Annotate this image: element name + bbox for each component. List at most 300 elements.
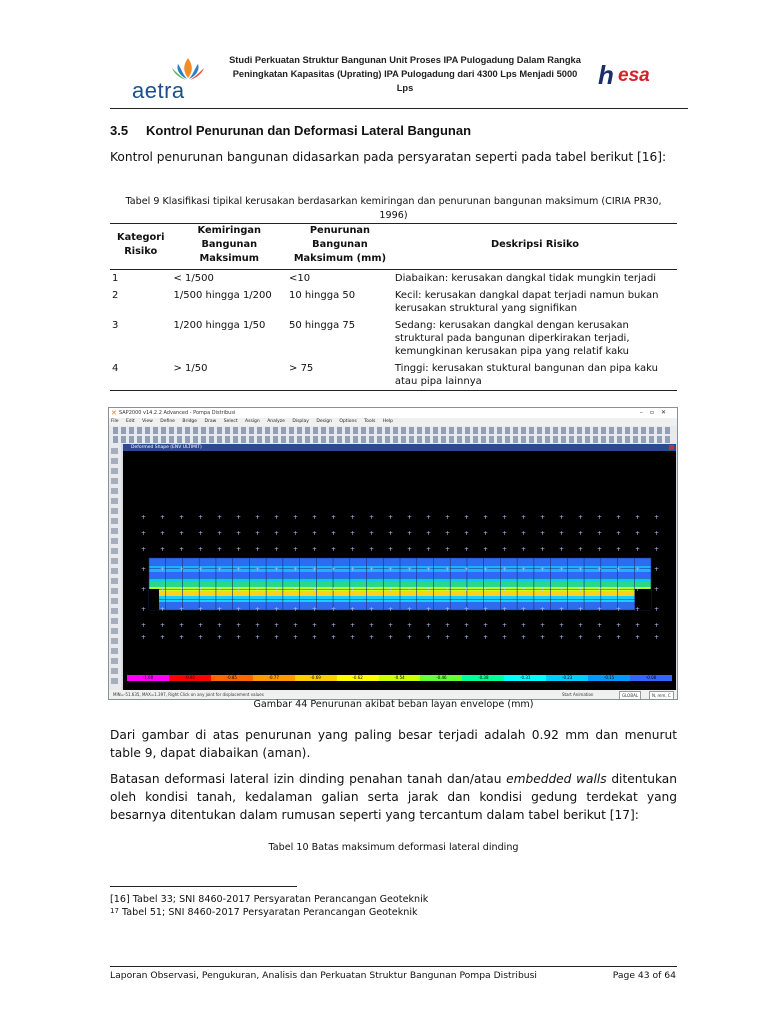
joint-marker: + [578, 586, 584, 593]
toolbar-tool-icon [111, 508, 118, 514]
joint-marker: + [141, 514, 147, 521]
joint-marker: + [217, 566, 223, 573]
column-header: Penurunan Bangunan Maksimum (mm) [287, 224, 393, 270]
legend-swatch: -0.15 [588, 675, 630, 681]
viewport-title [123, 444, 676, 451]
joint-marker: + [540, 622, 546, 629]
joint-marker: + [198, 530, 204, 537]
joint-marker: + [502, 634, 508, 641]
legend-swatch: -0.08 [630, 675, 672, 681]
risk-classification-table [110, 223, 677, 391]
legend-swatch: -0.69 [295, 675, 337, 681]
table-cell: 50 hingga 75 [289, 320, 356, 331]
joint-marker: + [464, 514, 470, 521]
aetra-logo [120, 52, 220, 102]
joint-marker: + [350, 622, 356, 629]
joint-marker: + [236, 566, 242, 573]
joint-marker: + [160, 514, 166, 521]
toolbar-tool-icon [111, 568, 118, 574]
joint-marker: + [635, 634, 641, 641]
table-cell: Kecil: kerusakan dangkal dapat terjadi namun bukan kerusakan struktural yang signifikan [394, 290, 659, 314]
joint-marker: + [331, 514, 337, 521]
toolbar-icons [113, 436, 673, 443]
joint-marker: + [445, 586, 451, 593]
joint-marker: + [312, 566, 318, 573]
joint-marker: + [293, 566, 299, 573]
joint-marker: + [274, 514, 280, 521]
joint-marker: + [236, 586, 242, 593]
joint-marker: + [255, 622, 261, 629]
joint-marker: + [312, 514, 318, 521]
joint-marker: + [426, 566, 432, 573]
joint-marker: + [141, 566, 147, 573]
joint-marker: + [521, 530, 527, 537]
toolbar-tool-icon [111, 548, 118, 554]
sap-menu-bar [109, 418, 677, 426]
joint-marker: + [388, 622, 394, 629]
joint-marker: + [445, 622, 451, 629]
footnote-mark: 17 [110, 907, 119, 915]
joint-marker: + [540, 634, 546, 641]
toolbar-tool-icon [111, 488, 118, 494]
joint-marker: + [369, 514, 375, 521]
joint-marker: + [635, 546, 641, 553]
joint-marker: + [616, 566, 622, 573]
joint-marker: + [407, 546, 413, 553]
joint-marker: + [540, 514, 546, 521]
model-notch [149, 589, 159, 610]
menu-item-display: Display [292, 419, 309, 424]
joint-marker: + [559, 514, 565, 521]
table-cell: 3 [112, 320, 119, 331]
column-header: Kemiringan Bangunan Maksimum [171, 224, 287, 270]
joint-marker: + [559, 622, 565, 629]
joint-marker: + [502, 514, 508, 521]
joint-marker: + [464, 634, 470, 641]
section-number: 3.5 [110, 123, 129, 138]
joint-marker: + [616, 514, 622, 521]
joint-marker: + [597, 606, 603, 613]
table-cell: 1/500 hingga 1/200 [173, 290, 272, 301]
joint-marker: + [217, 546, 223, 553]
table-row [110, 360, 677, 391]
joint-marker: + [331, 606, 337, 613]
joint-marker: + [160, 634, 166, 641]
joint-marker: + [540, 566, 546, 573]
joint-marker: + [369, 606, 375, 613]
joint-marker: + [198, 514, 204, 521]
table-cell: 1 [112, 273, 119, 284]
toolbar-tool-icon [111, 598, 118, 604]
joint-marker: + [578, 606, 584, 613]
joint-marker: + [198, 606, 204, 613]
footer-report-title: Laporan Observasi, Pengukuran, Analisis dan Perkuatan Struktur Bangunan Pompa Distribusi [110, 970, 537, 981]
joint-marker: + [160, 606, 166, 613]
joint-marker: + [464, 622, 470, 629]
joint-marker: + [350, 634, 356, 641]
joint-marker: + [597, 634, 603, 641]
sap-toolbar-1 [109, 426, 677, 435]
joint-marker: + [502, 566, 508, 573]
joint-marker: + [407, 566, 413, 573]
joint-marker: + [217, 622, 223, 629]
joint-marker: + [426, 546, 432, 553]
joint-marker: + [597, 586, 603, 593]
joint-marker: + [407, 586, 413, 593]
joint-marker: + [236, 530, 242, 537]
joint-marker: + [160, 546, 166, 553]
joint-marker: + [369, 586, 375, 593]
menu-item-bridge: Bridge [182, 419, 198, 424]
joint-marker: + [597, 530, 603, 537]
toolbar-tool-icon [111, 528, 118, 534]
joint-marker: + [502, 622, 508, 629]
joint-marker: + [654, 622, 660, 629]
joint-marker: + [312, 530, 318, 537]
joint-marker: + [426, 586, 432, 593]
joint-marker: + [578, 634, 584, 641]
joint-marker: + [597, 546, 603, 553]
aetra-logo-text: aetra [132, 78, 185, 103]
legend-swatch: -0.54 [379, 675, 421, 681]
viewport-close-icon [669, 445, 674, 450]
sap-viewport [123, 444, 676, 690]
joint-marker: + [141, 622, 147, 629]
window-controls-icon: –▫✕ [639, 409, 673, 416]
sap-app-icon: ✕ [111, 409, 117, 417]
joint-marker: + [141, 606, 147, 613]
joint-marker: + [369, 634, 375, 641]
table-cell: Diabaikan: kerusakan dangkal tidak mungkin terjadi [394, 273, 657, 284]
joint-marker: + [179, 514, 185, 521]
joint-marker: + [635, 606, 641, 613]
joint-marker: + [160, 530, 166, 537]
joint-marker: + [312, 606, 318, 613]
joint-marker: + [483, 566, 489, 573]
sap-title-bar [109, 408, 677, 418]
menu-item-tools: Tools [364, 419, 376, 424]
legend-swatch: -0.38 [462, 675, 504, 681]
joint-marker: + [293, 546, 299, 553]
toolbar-tool-icon [111, 638, 118, 644]
joint-marker: + [198, 546, 204, 553]
joint-marker: + [521, 634, 527, 641]
section-heading [110, 123, 471, 138]
joint-marker: + [445, 546, 451, 553]
joint-marker: + [445, 566, 451, 573]
joint-marker: + [559, 606, 565, 613]
joint-marker: + [274, 566, 280, 573]
joint-marker: + [217, 634, 223, 641]
toolbar-tool-icon [111, 588, 118, 594]
units-select: N, mm, C [649, 691, 674, 700]
menu-item-assign: Assign [245, 419, 260, 424]
joint-marker: + [255, 634, 261, 641]
section-title: Kontrol Penurunan dan Deformasi Lateral Bangunan [146, 123, 472, 138]
joint-marker: + [217, 514, 223, 521]
joint-marker: + [350, 546, 356, 553]
joint-marker: + [293, 606, 299, 613]
joint-marker: + [350, 530, 356, 537]
paragraph-text: ditentukan oleh kondisi tanah, kedalaman galian serta jarak dan kondisi gedung terdekat yang besarnya ditentukan dalam rumusan seperti yang tercantum dalam tabel berikut [17]: [110, 772, 677, 822]
joint-marker: + [540, 586, 546, 593]
joint-marker: + [179, 606, 185, 613]
joint-marker: + [597, 514, 603, 521]
joint-marker: + [597, 622, 603, 629]
coord-system-select: GLOBAL [619, 691, 641, 700]
joint-marker: + [654, 566, 660, 573]
joint-marker: + [388, 586, 394, 593]
toolbar-tool-icon [111, 458, 118, 464]
joint-marker: + [141, 530, 147, 537]
joint-marker: + [635, 586, 641, 593]
joint-marker: + [331, 622, 337, 629]
legend-swatch: -0.62 [337, 675, 379, 681]
joint-marker: + [179, 586, 185, 593]
joint-marker: + [274, 634, 280, 641]
start-animation-button: Start Animation [562, 692, 594, 697]
joint-marker: + [464, 586, 470, 593]
footnote-17 [110, 907, 418, 919]
joint-marker: + [483, 586, 489, 593]
joint-marker: + [274, 622, 280, 629]
menu-item-select: Select [223, 419, 238, 424]
menu-item-view: View [142, 419, 153, 424]
sap2000-screenshot [108, 407, 678, 700]
joint-marker: + [255, 586, 261, 593]
table-cell: Tinggi: kerusakan stuktural bangunan dan pipa kaku atau pipa lainnya [393, 360, 677, 391]
joint-marker: + [483, 530, 489, 537]
joint-marker: + [236, 622, 242, 629]
joint-marker: + [350, 566, 356, 573]
toolbar-tool-icon [111, 448, 118, 454]
joint-marker: + [540, 546, 546, 553]
toolbar-tool-icon [111, 518, 118, 524]
joint-marker: + [502, 606, 508, 613]
joint-marker: + [274, 546, 280, 553]
joint-marker: + [331, 530, 337, 537]
table-cell: 10 hingga 50 [289, 290, 356, 301]
joint-marker: + [217, 530, 223, 537]
joint-marker: + [160, 586, 166, 593]
toolbar-tool-icon [111, 478, 118, 484]
toolbar-tool-icon [111, 608, 118, 614]
toolbar-tool-icon [111, 658, 118, 664]
table-row [110, 287, 677, 317]
joint-marker: + [407, 530, 413, 537]
joint-marker: + [236, 546, 242, 553]
footnote-divider [110, 886, 297, 887]
joint-marker: + [597, 566, 603, 573]
joint-marker: + [464, 606, 470, 613]
header-title-line2: Peningkatan Kapasitas (Uprating) IPA Pulogadung dari 4300 Lps Menjadi 5000 Lps [232, 69, 578, 93]
toolbar-tool-icon [111, 618, 118, 624]
joint-marker: + [293, 622, 299, 629]
joint-marker: + [616, 622, 622, 629]
joint-marker: + [616, 634, 622, 641]
menu-item-options: Options [339, 419, 357, 424]
joint-marker: + [141, 546, 147, 553]
table9-caption: Tabel 9 Klasifikasi tipikal kerusakan berdasarkan kemiringan dan penurunan bangunan maksimum (CIRIA PR30, 1996) [125, 196, 662, 221]
joint-marker: + [654, 586, 660, 593]
joint-marker: + [293, 634, 299, 641]
joint-marker: + [578, 566, 584, 573]
joint-marker: + [141, 586, 147, 593]
toolbar-tool-icon [111, 648, 118, 654]
sap-side-toolbar [109, 444, 121, 690]
menu-item-define: Define [160, 419, 175, 424]
joint-marker: + [312, 634, 318, 641]
table-cell: 1/200 hingga 1/50 [173, 320, 266, 331]
joint-marker: + [559, 566, 565, 573]
joint-marker: + [578, 546, 584, 553]
joint-marker: + [502, 530, 508, 537]
joint-marker: + [445, 634, 451, 641]
joint-marker: + [426, 622, 432, 629]
toolbar-tool-icon [111, 578, 118, 584]
menu-item-draw: Draw [204, 419, 217, 424]
toolbar-tool-icon [111, 538, 118, 544]
menu-item-file: File [111, 419, 119, 424]
table-row [110, 270, 677, 288]
joint-marker: + [521, 566, 527, 573]
joint-marker: + [635, 530, 641, 537]
table-cell: 2 [112, 290, 119, 301]
joint-marker: + [654, 546, 660, 553]
page-header [110, 48, 688, 109]
joint-marker: + [388, 530, 394, 537]
joint-marker: + [274, 606, 280, 613]
joint-marker: + [654, 634, 660, 641]
status-message: MIN=-51.635, MAX=1.397, Right Click on any joint for displacement values [113, 692, 264, 697]
joint-marker: + [616, 606, 622, 613]
joint-marker: + [559, 634, 565, 641]
legend-swatch: -0.85 [211, 675, 253, 681]
joint-marker: + [350, 606, 356, 613]
table-cell: 4 [110, 360, 171, 391]
footer-page-number: Page 43 of 64 [612, 970, 676, 981]
joint-marker: + [369, 530, 375, 537]
joint-marker: + [616, 586, 622, 593]
toolbar-tool-icon [111, 468, 118, 474]
joint-marker: + [426, 634, 432, 641]
joint-marker: + [654, 606, 660, 613]
joint-marker: + [369, 622, 375, 629]
joint-marker: + [407, 606, 413, 613]
paragraph-emphasis: embedded walls [506, 772, 607, 786]
footer-divider [110, 966, 677, 967]
joint-marker: + [407, 514, 413, 521]
joint-marker: + [179, 546, 185, 553]
joint-marker: + [540, 606, 546, 613]
joint-marker: + [616, 546, 622, 553]
joint-marker: + [369, 546, 375, 553]
footnote-text: Tabel 51; SNI 8460-2017 Persyaratan Perancangan Geoteknik [118, 907, 418, 918]
joint-marker: + [388, 634, 394, 641]
table10-caption: Tabel 10 Batas maksimum deformasi lateral dinding [268, 842, 519, 853]
joint-marker: + [483, 622, 489, 629]
joint-marker: + [179, 634, 185, 641]
toolbar-tool-icon [111, 678, 118, 684]
joint-marker: + [255, 566, 261, 573]
joint-marker: + [388, 566, 394, 573]
table-cell: < 1/500 [173, 273, 214, 284]
hesa-logo-h: h [598, 60, 614, 90]
joint-marker: + [236, 634, 242, 641]
joint-marker: + [654, 530, 660, 537]
joint-marker: + [293, 586, 299, 593]
joint-marker: + [236, 606, 242, 613]
joint-marker: + [388, 606, 394, 613]
joint-marker: + [445, 606, 451, 613]
joint-marker: + [255, 530, 261, 537]
joint-marker: + [464, 546, 470, 553]
hesa-logo-esa: esa [618, 65, 650, 86]
joint-marker: + [407, 622, 413, 629]
joint-marker: + [198, 566, 204, 573]
joint-marker: + [293, 514, 299, 521]
joint-marker: + [426, 514, 432, 521]
joint-marker: + [540, 530, 546, 537]
table-cell: > 75 [287, 360, 393, 391]
joint-marker: + [502, 586, 508, 593]
joint-marker: + [426, 606, 432, 613]
joint-marker: + [198, 634, 204, 641]
joint-marker: + [502, 546, 508, 553]
joint-marker: + [217, 606, 223, 613]
sap-window-title: SAP2000 v14.2.2 Advanced - Pompa Distribusi [119, 410, 236, 416]
table-header-row [110, 224, 677, 270]
joint-marker: + [578, 514, 584, 521]
joint-marker: + [160, 622, 166, 629]
joint-marker: + [616, 530, 622, 537]
joint-marker: + [255, 606, 261, 613]
joint-marker: + [350, 514, 356, 521]
menu-item-analyze: Analyze [267, 419, 285, 424]
joint-marker: + [521, 514, 527, 521]
legend-swatch: -1.08 [127, 675, 169, 681]
deformed-shape-plot [123, 451, 676, 677]
joint-marker: + [464, 530, 470, 537]
joint-marker: + [160, 566, 166, 573]
table-row [110, 317, 677, 360]
toolbar-tool-icon [111, 558, 118, 564]
joint-marker: + [483, 546, 489, 553]
table-cell: <10 [289, 273, 311, 284]
joint-marker: + [236, 514, 242, 521]
joint-marker: + [559, 586, 565, 593]
legend-swatch: -0.46 [420, 675, 462, 681]
column-header: Kategori Risiko [110, 224, 171, 270]
paragraph-intro: Kontrol penurunan bangunan didasarkan pada persyaratan seperti pada tabel berikut [16]: [110, 150, 667, 164]
viewport-title-text: Deformed Shape (ENV ULTIMIT) [131, 445, 202, 450]
toolbar-tool-icon [111, 628, 118, 634]
footnote-16: [16] Tabel 33; SNI 8460-2017 Persyaratan Perancangan Geoteknik [110, 894, 429, 905]
menu-item-edit: Edit [125, 419, 135, 424]
displacement-color-legend [127, 675, 672, 681]
joint-marker: + [483, 514, 489, 521]
header-title-line1: Studi Perkuatan Struktur Bangunan Unit Proses IPA Pulogadung Dalam Rangka [229, 55, 581, 65]
joint-marker: + [407, 634, 413, 641]
menu-item-help: Help [382, 419, 393, 424]
joint-marker: + [483, 634, 489, 641]
joint-marker: + [635, 566, 641, 573]
joint-marker: + [312, 622, 318, 629]
joint-marker: + [255, 514, 261, 521]
joint-marker: + [179, 530, 185, 537]
joint-marker: + [312, 586, 318, 593]
joint-marker: + [331, 566, 337, 573]
